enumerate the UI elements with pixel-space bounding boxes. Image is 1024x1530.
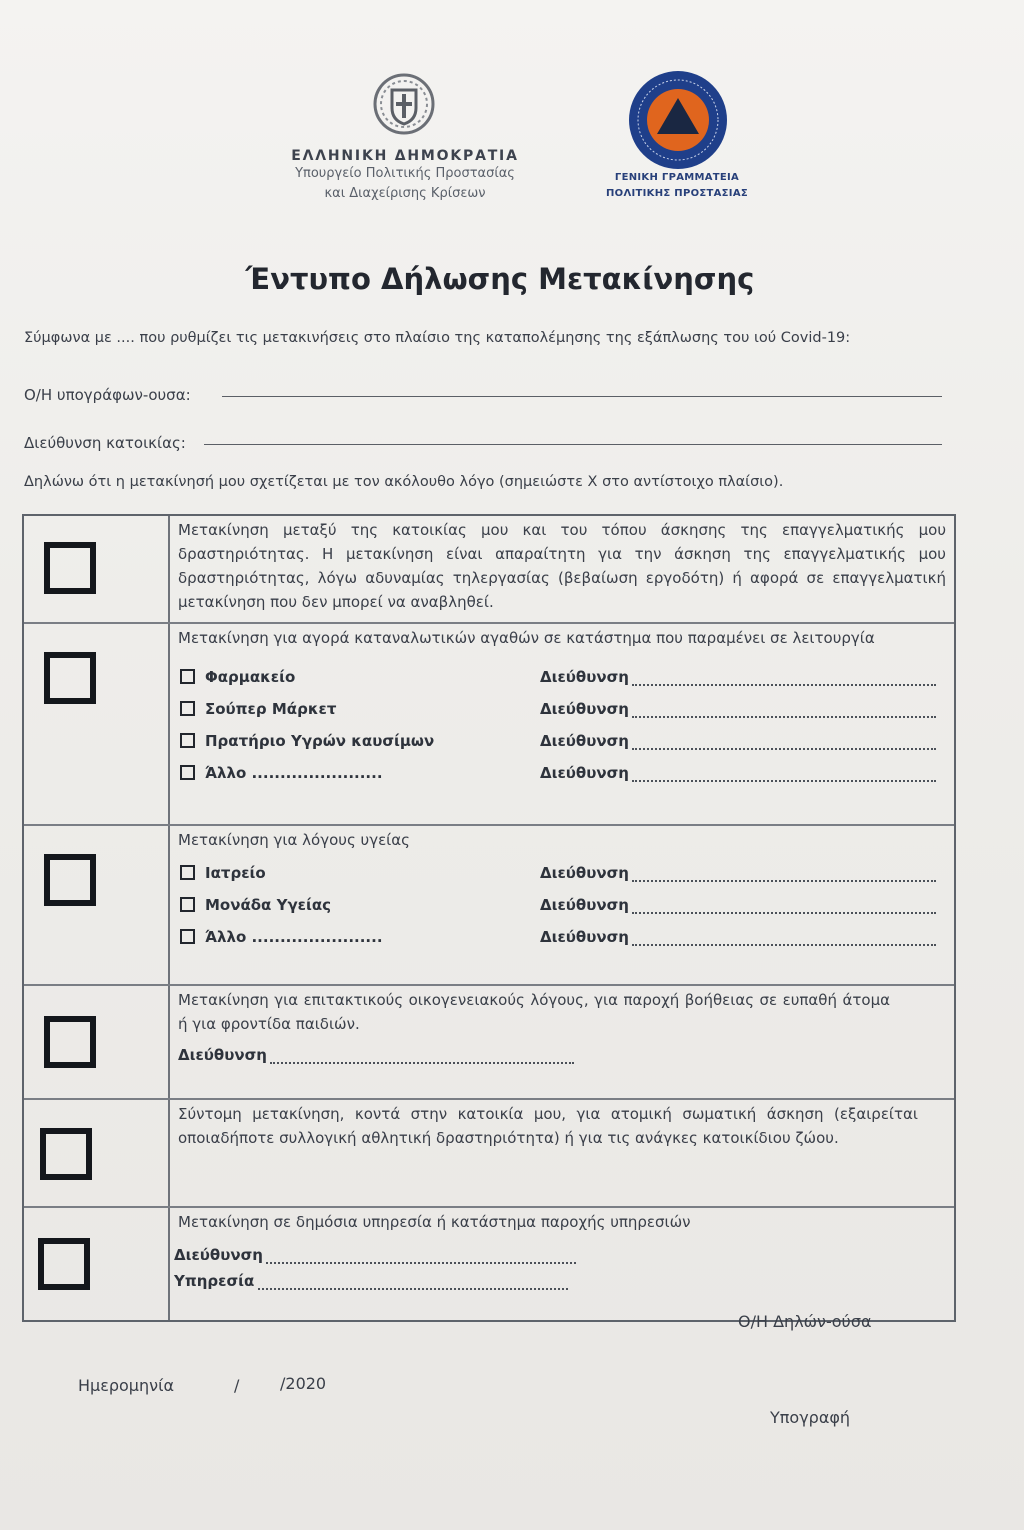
service-label: Υπηρεσία — [174, 1272, 255, 1290]
address-field[interactable] — [632, 880, 936, 882]
secretariat-line2: ΠΟΛΙΤΙΚΗΣ ΠΡΟΣΤΑΣΙΑΣ — [605, 188, 748, 199]
option-pharmacy[interactable]: Φαρμακείο — [180, 668, 295, 686]
reason-row-shopping — [24, 624, 954, 826]
intro-text: Σύμφωνα με .... που ρυθμίζει τις μετακινήσεις στο πλαίσιο της καταπολέμησης της εξάπλωσης του ιού Covid-19: — [24, 330, 851, 346]
reason-row-family — [24, 986, 954, 1100]
service-field[interactable] — [258, 1288, 568, 1290]
signature-label: Υπογραφή — [770, 1408, 851, 1427]
reason-row-health — [24, 826, 954, 986]
ministry-line1: Υπουργείο Πολιτικής Προστασίας — [295, 166, 515, 181]
civil-protection-logo-icon — [626, 68, 730, 172]
option-doctor[interactable]: Ιατρείο — [180, 864, 266, 882]
option-checkbox[interactable] — [180, 669, 195, 684]
secretariat-line1: ΓΕΝΙΚΗ ΓΡΑΜΜΑΤΕΙΑ — [614, 172, 740, 183]
address-label: Διεύθυνση — [540, 864, 629, 882]
date-year[interactable]: /2020 — [280, 1374, 327, 1393]
address-label: Διεύθυνση κατοικίας: — [24, 434, 186, 452]
address-field[interactable] — [632, 748, 936, 750]
address-label: Διεύθυνση — [178, 1046, 267, 1064]
option-checkbox[interactable] — [180, 929, 195, 944]
option-checkbox[interactable] — [180, 733, 195, 748]
address-field[interactable] — [204, 444, 942, 445]
reason-checkbox-public-service[interactable] — [38, 1238, 90, 1290]
address-label: Διεύθυνση — [540, 896, 629, 914]
reason-row-public-service — [24, 1208, 954, 1320]
address-label: Διεύθυνση — [540, 700, 629, 718]
declare-text: Δηλώνω ότι η μετακίνησή μου σχετίζεται με τον ακόλουθο λόγο (σημειώστε Χ στο αντίστοιχο πλαίσιο). — [24, 474, 784, 490]
option-other[interactable]: Άλλο ....................... — [180, 928, 383, 946]
option-checkbox[interactable] — [180, 701, 195, 716]
secretariat-label — [592, 170, 762, 202]
option-other[interactable]: Άλλο ....................... — [180, 764, 383, 782]
address-field[interactable] — [270, 1062, 574, 1064]
option-supermarket[interactable]: Σούπερ Μάρκετ — [180, 700, 336, 718]
signer-label: Ο/Η υπογράφων-ουσα: — [24, 386, 191, 404]
form-title: Έντυπο Δήλωσης Μετακίνησης — [245, 262, 755, 296]
declarant-label: Ο/Η Δηλών-ούσα — [738, 1312, 872, 1331]
address-label: Διεύθυνση — [540, 732, 629, 750]
option-fuel-station[interactable]: Πρατήριο Υγρών καυσίμων — [180, 732, 434, 750]
address-field[interactable] — [632, 684, 936, 686]
address-label: Διεύθυνση — [174, 1246, 263, 1264]
reason-text-exercise: Σύντομη μετακίνηση, κοντά στην κατοικία μου, για ατομική σωματική άσκηση (εξαιρείται οποιαδήποτε συλλογική αθλητική δραστηριότητα) ή για τις ανάγκες κατοικίδιου ζώου. — [178, 1105, 918, 1147]
address-label: Διεύθυνση — [540, 668, 629, 686]
reasons-table — [22, 514, 956, 1322]
reason-checkbox-family[interactable] — [44, 1016, 96, 1068]
reason-text-public-service: Μετακίνηση σε δημόσια υπηρεσία ή κατάστημα παροχής υπηρεσιών — [178, 1213, 691, 1231]
reason-text-health: Μετακίνηση για λόγους υγείας — [178, 831, 410, 849]
reason-row-work — [24, 516, 954, 624]
date-label: Ημερομηνία — [78, 1376, 175, 1395]
reason-text-family: Μετακίνηση για επιτακτικούς οικογενειακούς λόγους, για παροχή βοήθειας σε ευπαθή άτομα ή για φροντίδα παιδιών. — [178, 991, 890, 1033]
option-checkbox[interactable] — [180, 865, 195, 880]
address-label: Διεύθυνση — [540, 764, 629, 782]
address-field[interactable] — [632, 912, 936, 914]
greek-coat-of-arms-icon — [372, 72, 436, 136]
reason-text-shopping: Μετακίνηση για αγορά καταναλωτικών αγαθών σε κατάστημα που παραμένει σε λειτουργία — [178, 629, 875, 647]
reason-checkbox-shopping[interactable] — [44, 652, 96, 704]
date-slash[interactable]: / — [234, 1376, 240, 1395]
option-health-unit[interactable]: Μονάδα Υγείας — [180, 896, 331, 914]
option-checkbox[interactable] — [180, 897, 195, 912]
republic-label: ΕΛΛΗΝΙΚΗ ΔΗΜΟΚΡΑΤΙΑ — [291, 148, 519, 164]
reason-row-exercise — [24, 1100, 954, 1208]
reason-checkbox-work[interactable] — [44, 542, 96, 594]
reason-text-work: Μετακίνηση μεταξύ της κατοικίας μου και του τόπου άσκησης της επαγγελματικής μου δραστηριότητας. Η μετακίνηση είναι απαραίτητη για την άσκηση της επαγγελματικής μου δραστηριότητας, λόγω αδυναμίας τηλεργασίας (βεβαίωση εργοδότη) ή αφορά σε επαγγελματική μετακίνηση που δεν μπορεί να αναβληθεί. — [178, 521, 946, 611]
address-field[interactable] — [266, 1262, 576, 1264]
signer-field[interactable] — [222, 396, 942, 397]
address-field[interactable] — [632, 944, 936, 946]
option-checkbox[interactable] — [180, 765, 195, 780]
reason-checkbox-health[interactable] — [44, 854, 96, 906]
ministry-header — [240, 148, 570, 204]
address-label: Διεύθυνση — [540, 928, 629, 946]
reason-checkbox-exercise[interactable] — [40, 1128, 92, 1180]
address-field[interactable] — [632, 716, 936, 718]
ministry-line2: και Διαχείρισης Κρίσεων — [324, 186, 486, 201]
address-field[interactable] — [632, 780, 936, 782]
